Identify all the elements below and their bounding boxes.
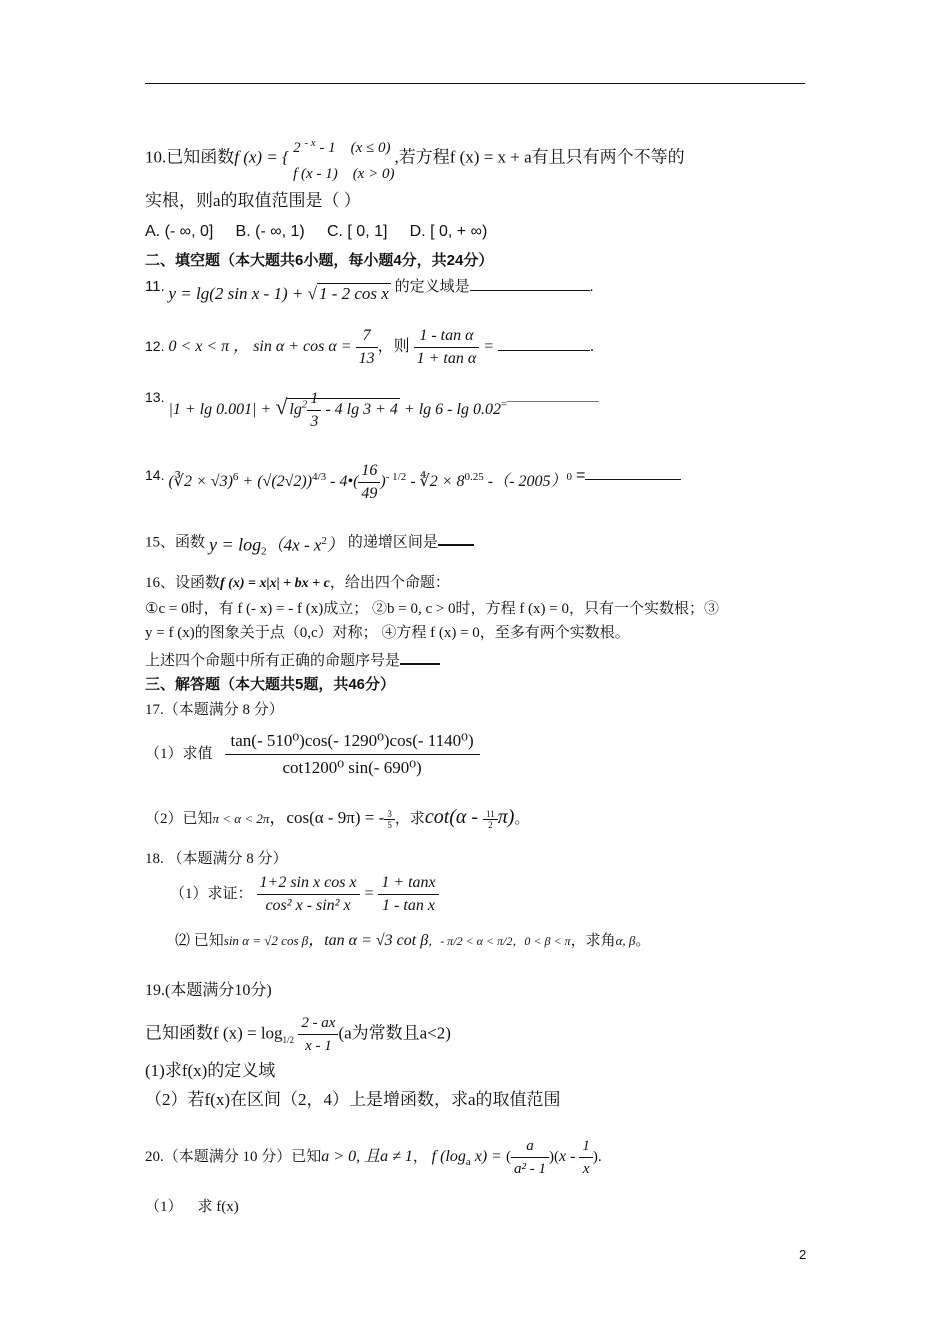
q13-eq: = [500, 398, 508, 411]
q13-frac-num: 1 [307, 388, 321, 411]
q14-eq: = [575, 467, 586, 485]
q18-p2-f: α, β [615, 933, 636, 948]
q17-p1-label: （1）求值 [145, 746, 213, 763]
q19-condition: (a为常数且a<2) [338, 1023, 451, 1043]
q20-p1-label: （1） [145, 1199, 183, 1215]
q10-cases [293, 130, 394, 187]
question-20: 20.（本题满分 10 分）已知a > 0, 且a ≠ 1， f ($\log_a$ x) = ( $\frac{a}{\text{a² - 1}}$ )(x - $\frac{1}{x}$ ). [145, 1135, 602, 1180]
q10-case2-cond: (x > 0) [352, 166, 395, 182]
q17-p2-end: 。 [514, 811, 530, 827]
q17-p2-cond: π < α < 2π [212, 811, 270, 826]
q17-p2-t-num: 11 [483, 809, 498, 820]
q12-fraction [356, 325, 378, 370]
q14-frac-num: 16 [358, 460, 380, 483]
q17-p1-fraction [225, 728, 480, 781]
q19-log: 已知函数f (x) = log [145, 1023, 283, 1043]
q10-case1-rest: - 1 [315, 140, 336, 156]
q17-p1-num: tan(- 510⁰)cos(- 1290⁰)cos(- 1140⁰) [225, 728, 480, 755]
q18-lhs-den: cos² x - sin² x [265, 897, 351, 914]
q10-lead: 10.已知函数 [145, 147, 235, 167]
q17-p2-frac-num: 3 [384, 809, 395, 820]
q18-lhs-num: 1+2 sin x cos x [257, 872, 360, 895]
q10-option-a: A. (- ∞, 0] [145, 223, 214, 240]
q10-case1-base: 2 [293, 140, 305, 156]
q20-sub: a [465, 1155, 471, 1168]
q17-p1-den: cot1200⁰ sin(- 690⁰) [282, 758, 422, 777]
q11-answer-blank[interactable] [470, 276, 590, 291]
q14-part4: ) [380, 473, 386, 491]
q18-lhs-fraction [257, 872, 360, 917]
q14-fraction [358, 460, 380, 505]
q11-tail: 的定义域是 [394, 279, 470, 295]
q14-part6: -（- 2005） [483, 473, 567, 491]
q18-rhs-num: 1 + tanx [378, 872, 438, 895]
q14-sup2: 4/3 [312, 470, 327, 483]
q16-answer-blank[interactable] [400, 649, 440, 665]
q16-line1-b: ，给出四个命题： [329, 575, 450, 591]
question-17-part2 [145, 806, 529, 830]
q12-frac-den: 13 [358, 350, 375, 367]
section-2-heading: 二、填空题（本大题共6小题，每小题4分，共24分） [145, 252, 494, 269]
q10-case1-cond: (x ≤ 0) [350, 140, 391, 156]
question-16 [145, 572, 450, 595]
question-19-part2: （2）若f(x)在区间（2，4）上是增函数，求a的取值范围 [145, 1090, 561, 1109]
q16-line1-f: f (x) = x|x| + bx + c [220, 576, 330, 591]
q19-fraction [298, 1012, 338, 1057]
q13-root-frac [307, 388, 321, 433]
q20-p1-text: 求 f(x) [197, 1199, 239, 1215]
q20-f: f (log [431, 1147, 466, 1165]
question-18-part1 [170, 872, 439, 917]
q14-answer-blank[interactable] [585, 465, 681, 480]
q13-root-b: - 4 lg 3 + 4 [321, 401, 398, 418]
q11-number: 11. [145, 278, 165, 295]
q20-end: . [597, 1148, 602, 1165]
q15-sub: 2 [261, 545, 267, 558]
q13-plus: + [256, 401, 276, 418]
q18-p2-d: ，0 < β < π [512, 934, 571, 948]
question-15 [145, 530, 474, 563]
q18-rhs-fraction [378, 872, 438, 917]
q20-f-end: x) = [470, 1147, 506, 1165]
q15-number: 15、函数 [145, 534, 206, 551]
q15-arg: （4x - x [266, 535, 322, 555]
q17-p2-frac-den: 5 [387, 820, 392, 831]
q13-root-sup: 2 [301, 398, 308, 411]
q12-ratio-den: 1 + tan α [416, 350, 477, 367]
q15-expr: y = log [209, 534, 262, 555]
question-19-head: 19.(本题满分10分) [145, 982, 272, 999]
q13-abs: |1 + lg 0.001| [168, 401, 257, 418]
q17-p2-ask: ，求 [394, 811, 425, 827]
question-10-options [145, 221, 487, 243]
question-20-part1 [145, 1196, 239, 1218]
q19-frac-den: x - 1 [305, 1038, 332, 1054]
q20-fraction [511, 1135, 549, 1180]
q12-eq-left: sin α + cos α = [253, 338, 356, 356]
question-18-head: 18. （本题满分 8 分） [145, 851, 288, 867]
q12-answer-blank[interactable] [498, 336, 590, 351]
q20-frac-num: a [511, 1135, 549, 1158]
q12-number: 12. [145, 338, 165, 355]
q16-line1-a: 16、设函数 [145, 575, 221, 591]
q14-sup1: 6 [232, 470, 239, 483]
q15-tail: 的递增区间是 [347, 534, 438, 551]
q20-tail-fraction [579, 1135, 593, 1180]
question-12: 12. 0 < x < π ， sin α + cos α = $\frac{7}{13}$ ，则 $\frac{\text{1 - tan α}}{\text{1 + tan α}}$ = . [145, 325, 594, 370]
section-3-heading: 三、解答题（本大题共5题，共46分） [145, 676, 396, 693]
q18-p1-label: （1）求证： [170, 886, 253, 903]
q15-arg-sup: 2 [321, 535, 327, 547]
q17-p2-target-end: π) [497, 806, 515, 828]
q17-p2-target: cot(α - [424, 806, 484, 828]
q14-sup4: - 1/2 [385, 470, 407, 483]
question-16-line2: ①c = 0时，有 f (- x) = - f (x)成立； ②b = 0, c > 0时，方程 f (x) = 0，只有一个实数根；③ [145, 601, 720, 617]
q17-p2-label: （2）已知 [145, 811, 213, 827]
q18-p2-b: ，tan α = √3 cot β [308, 932, 429, 949]
q12-ratio [414, 325, 480, 370]
q14-sup6: 0 [566, 470, 572, 483]
q15-arg-end: ） [326, 535, 344, 555]
q14-sup5: 0.25 [464, 470, 484, 483]
q12-eq: = [479, 338, 499, 356]
q19-frac-num: 2 - ax [298, 1012, 338, 1035]
q13-root [287, 389, 400, 430]
q17-p2-mid: ，cos(α - 9π) = - [269, 808, 385, 827]
question-16-line3: y = f (x)的图象关于点（0,c）对称； ④方程 f (x) = 0，至多有两个实数根。 [145, 625, 630, 641]
question-10 [145, 130, 685, 187]
question-13: 13. |1 + lg 0.001| + √ $\lg^2$ $\frac{1}{3}$ - 4 lg 3 + 4 + lg 6 - lg 0.02= [145, 386, 599, 433]
q17-p2-fraction [384, 809, 395, 830]
q11-expr-root: 1 - 2 cos x [318, 284, 389, 303]
q20-tail-num: 1 [579, 1135, 593, 1158]
question-14 [145, 460, 681, 505]
q16-line4-text: 上述四个命题中所有正确的命题序号是 [145, 653, 401, 669]
q10-tail: ,若方程f (x) = x + a有且只有两个不等的 [394, 147, 685, 167]
q12-ratio-num: 1 - tan α [414, 325, 480, 348]
question-19-part1: (1)求f(x)的定义域 [145, 1061, 276, 1080]
q14-number: 14. [145, 467, 165, 484]
header-rule [145, 83, 805, 84]
page-number: 2 [799, 1247, 807, 1262]
q13-frac-den: 3 [310, 412, 319, 430]
question-17-part1 [145, 728, 480, 781]
q14-part1: (∛2 × √3) [168, 473, 233, 491]
question-16-line4 [145, 649, 440, 672]
q14-part3: - 4•( [326, 473, 359, 491]
q10-option-c: C. [ 0, 1] [326, 223, 388, 240]
q18-eq: = [359, 885, 379, 903]
q13-root-lg: lg [289, 401, 302, 418]
q18-p2-g: 。 [635, 933, 651, 949]
q10-case2-expr: f (x - 1) [293, 166, 338, 182]
q12-frac-num: 7 [356, 325, 378, 348]
q10-case1-exp: - x [304, 137, 316, 149]
q20-mid: ， [412, 1148, 428, 1165]
q13-tail: + lg 6 - lg 0.02 [399, 401, 501, 418]
q15-answer-blank[interactable] [438, 530, 474, 546]
q10-option-d: D. [ 0, + ∞) [409, 223, 488, 240]
question-19-body [145, 1012, 451, 1057]
q10-fx: f (x) = { [234, 147, 289, 167]
q14-frac-den: 49 [361, 485, 378, 502]
q11-expr-a: y = lg(2 sin x - 1) + [168, 284, 308, 303]
q14-part2: + (√(2√2)) [238, 473, 313, 491]
question-17-head: 17.（本题满分 8 分） [145, 702, 284, 718]
question-10-line2: 实根，则a的取值范围是（ ） [145, 191, 361, 210]
q13-answer-blank[interactable] [507, 387, 599, 402]
q20-cond: a > 0, 且a ≠ 1 [321, 1147, 413, 1165]
q18-p2-c: ，- π/2 < α < π/2 [428, 934, 513, 948]
q12-then: ，则 [377, 338, 410, 356]
question-18-part2 [175, 930, 650, 952]
question-11: 11. y = lg(2 sin x - 1) + √ 1 - 2 cos x 的定义域是 . [145, 278, 594, 303]
q20-head: 20.（本题满分 10 分）已知 [145, 1148, 322, 1165]
q17-p2-target-fraction [483, 809, 498, 830]
q14-part5: - ∜2 × 8 [406, 473, 465, 491]
q12-condition: 0 < x < π ， [168, 338, 250, 356]
q17-p2-t-den: 2 [488, 820, 493, 831]
q18-p2-label: ⑵ 已知 [175, 933, 224, 949]
q10-option-b: B. (- ∞, 1) [235, 223, 305, 240]
q13-number: 13. [145, 389, 165, 405]
q20-tail-den: x [582, 1161, 590, 1177]
q18-p2-e: ，求角 [570, 933, 616, 949]
q20-frac-den: a² - 1 [513, 1161, 546, 1177]
q18-rhs-den: 1 - tan x [382, 897, 435, 914]
q18-p2-a: sin α = √2 cos β [223, 933, 309, 948]
q19-log-base: 1/2 [282, 1034, 295, 1045]
q20-tail-a: x - [558, 1147, 580, 1165]
